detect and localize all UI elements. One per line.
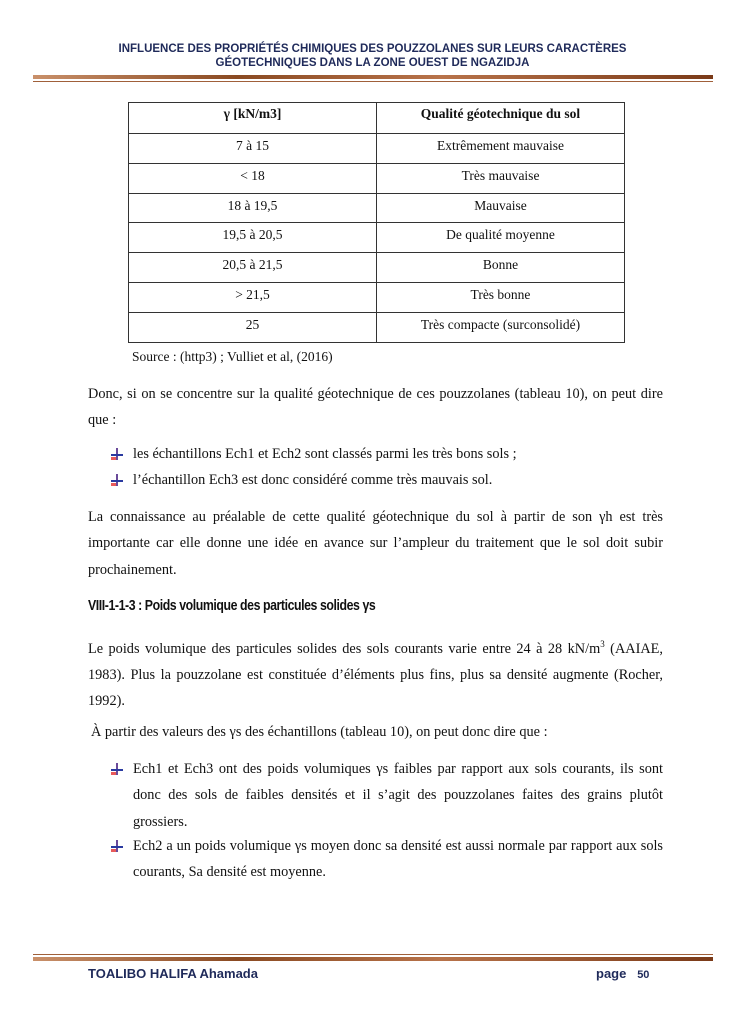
running-header [0, 42, 745, 70]
section-heading: VIII-1-1-3 : Poids volumique des particules solides γs [88, 598, 376, 614]
list-item: Ech2 a un poids volumique γs moyen donc sa densité est aussi normale par rapport aux sols courants, Sa densité est moyenne. [133, 838, 663, 881]
cell: 19,5 à 20,5 [129, 223, 377, 253]
list-item: l’échantillon Ech3 est donc considéré comme très mauvais sol. [133, 472, 493, 488]
bullet-icon [111, 474, 123, 486]
footer-author: TOALIBO HALIFA Ahamada [88, 966, 258, 981]
paragraph: La connaissance au préalable de cette qualité géotechnique du sol à partir de son γh est très importante car elle donne une idée en avance sur l’ampleur du traitement que le sol doit subir prochainement. [88, 509, 663, 578]
cell: < 18 [129, 163, 377, 193]
cell: De qualité moyenne [377, 223, 625, 253]
cell: 25 [129, 312, 377, 342]
header-rule [33, 75, 713, 79]
header-line-1: INFLUENCE DES PROPRIÉTÉS CHIMIQUES DES POUZZOLANES SUR LEURS CARACTÈRES [118, 43, 627, 55]
bullet-icon [111, 763, 123, 775]
bullet-icon [111, 448, 123, 460]
cell: Très compacte (surconsolidé) [377, 312, 625, 342]
cell: Bonne [377, 253, 625, 283]
paragraph: Donc, si on se concentre sur la qualité géotechnique de ces pouzzolanes (tableau 10), on peut dire que : [88, 386, 663, 429]
table-row [129, 253, 625, 283]
soil-quality-table [128, 102, 625, 343]
cell: 7 à 15 [129, 134, 377, 164]
table-row [129, 163, 625, 193]
footer-rule-thin [33, 954, 713, 955]
table-header-row [129, 103, 625, 134]
list-item: Ech1 et Ech3 ont des poids volumiques γs faibles par rapport aux sols courants, ils sont donc des sols de faibles densités et il s’agit des pouzzolanes faites des grains plutôt grossiers. [133, 761, 663, 830]
paragraph: Le poids volumique des particules solides des sols courants varie entre 24 à 28 $kN/m^3$ (AAIAE, 1983). Plus la pouzzolane est constituée d’éléments plus fins, plus sa densité augmente (Rocher, 1992). [88, 639, 663, 710]
table-row [129, 134, 625, 164]
col-header-gamma: γ [kN/m3] [129, 103, 377, 134]
cell: Très mauvaise [377, 163, 625, 193]
footer-rule [33, 957, 713, 961]
header-rule-thin [33, 81, 713, 82]
table-row [129, 312, 625, 342]
header-line-2: GÉOTECHNIQUES DANS LA ZONE OUEST DE NGAZIDJA [215, 57, 530, 69]
table-row [129, 282, 625, 312]
table-row [129, 193, 625, 223]
table-row [129, 223, 625, 253]
table-source: Source : (http3) ; Vulliet et al, (2016) [132, 349, 333, 364]
cell: 20,5 à 21,5 [129, 253, 377, 283]
page-number: page 50 [596, 966, 650, 981]
paragraph: À partir des valeurs des γs des échantillons (tableau 10), on peut donc dire que : [91, 724, 548, 740]
cell: Extrêmement mauvaise [377, 134, 625, 164]
list-item: les échantillons Ech1 et Ech2 sont classés parmi les très bons sols ; [133, 446, 517, 462]
col-header-quality: Qualité géotechnique du sol [377, 103, 625, 134]
bullet-icon [111, 840, 123, 852]
cell: 18 à 19,5 [129, 193, 377, 223]
cell: Très bonne [377, 282, 625, 312]
cell: Mauvaise [377, 193, 625, 223]
cell: > 21,5 [129, 282, 377, 312]
